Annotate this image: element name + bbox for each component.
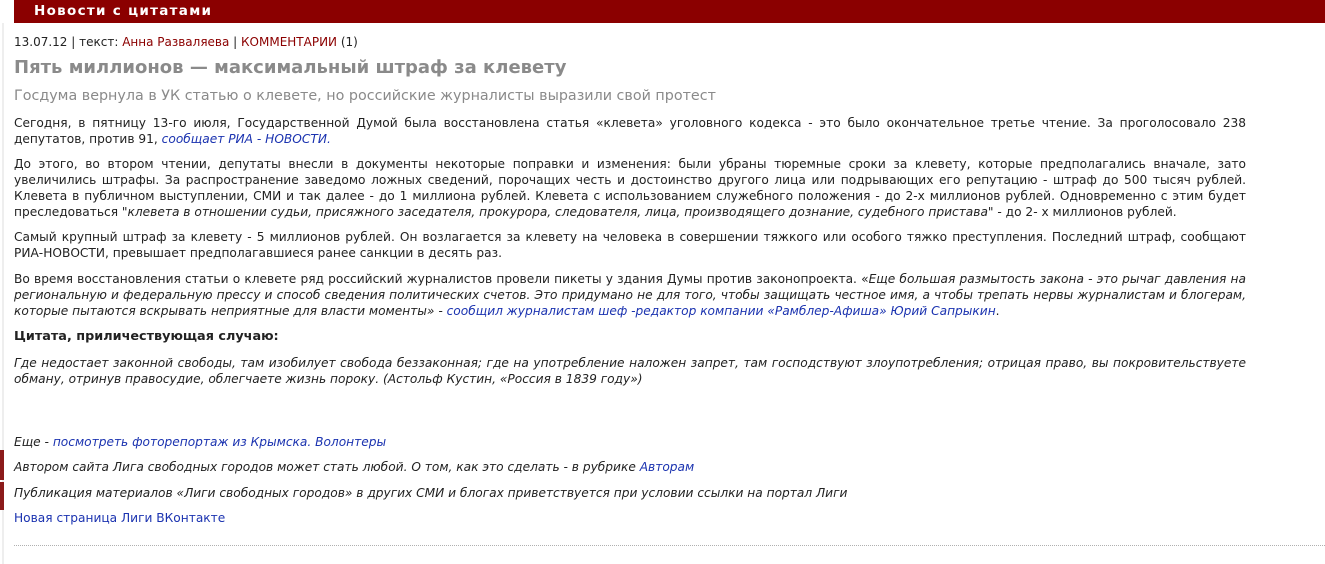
section-title: Новости с цитатами [34, 3, 213, 19]
paragraph-text: - до 2- х миллионов рублей. [993, 205, 1177, 219]
paragraph-text: До этого, во втором чтении, депутаты внесли в документы некоторые поправки и изменения: были убраны тюремные сроки за клевету, которые предполагались вначале, зато увеличились штрафы. За распространение заведомо ложных сведений, порочащих честь и достоинство другого лица или подрывающих его репутацию - штраф до 500 тысяч рублей. Клевета в публичном выступлении, СМИ и так далее - до 1 миллиона рублей. Клевета с использованием служебного положения - до 2-х миллионов рублей. Одновременно с этим будет преследоваться [14, 157, 1246, 219]
authors-text: Автором сайта Лига свободных городов может стать любой. О том, как это сделать - в рубрике [14, 460, 640, 474]
paragraph-text: . [326, 132, 331, 146]
left-accent-mark [0, 450, 4, 480]
paragraph-text: . [995, 304, 1000, 318]
article-date: 13.07.12 [14, 35, 68, 49]
meta-separator: | [229, 35, 242, 49]
article-paragraph [14, 115, 1246, 147]
comments-count: (1) [337, 35, 358, 49]
article-meta [14, 35, 1246, 49]
footer-authors [14, 459, 694, 475]
article-paragraph [14, 271, 1246, 319]
paragraph-text: Во время восстановления статьи о клевете ряд российский журналистов провели пикеты у здания Думы против законопроекта. « [14, 272, 869, 286]
article-title: Пять миллионов — максимальный штраф за клевету [14, 57, 567, 78]
more-prefix: Еще - [14, 435, 53, 449]
quote-text: Где недостает законной свободы, там изобилует свобода беззаконная; где на употребление наложен запрет, там господствуют злоупотребления; отрицая право, вы покровительствуете обману, отринув правосудие, облегчаете жизнь пороку. (Астольф Кустин, «Россия в 1839 году») [14, 356, 1246, 386]
comments-link[interactable]: КОММЕНТАРИИ [241, 35, 338, 49]
paragraph-quote: "клевета в отношении судьи, присяжного заседателя, прокурора, следователя, лица, производящего дознание, судебного пристава" [121, 205, 994, 219]
article-paragraph: Самый крупный штраф за клевету - 5 миллионов рублей. Он возлагается за клевету на человека в совершении тяжкого или особого тяжко преступления. Последний штраф, сообщают РИА-НОВОСТИ, превышает предполагавшиеся ранее санкции в десять раз. [14, 230, 1246, 260]
meta-separator: | текст: [67, 35, 123, 49]
authors-link[interactable]: Авторам [639, 460, 695, 474]
vk-page-link[interactable]: Новая страница Лиги ВКонтакте [14, 511, 226, 525]
publication-text: Публикация материалов «Лиги свободных городов» в других СМИ и блогах приветствуется при условии ссылки на портал Лиги [14, 486, 848, 500]
article [14, 35, 1246, 387]
author-link[interactable]: Анна Разваляева [122, 35, 230, 49]
paragraph-text: Сегодня, в пятницу 13-го июля, Государственной Думой была восстановлена статья «клевета» уголовного кодекса - это было окончательное третье чтение. За проголосовало 238 депутатов, против 91, [14, 116, 1246, 146]
footer-more [14, 434, 386, 450]
quote-heading: Цитата, приличествующая случаю: [14, 329, 279, 344]
footer-publication [14, 485, 847, 501]
ria-news-link[interactable]: сообщает РИА - НОВОСТИ [161, 132, 327, 146]
saprykin-link[interactable]: сообщил журналистам шеф -редактор компании «Рамблер-Афиша» Юрий Сапрыкин [446, 304, 996, 318]
left-accent-mark [0, 482, 4, 510]
paragraph-quote: Еще большая размытость закона - это рычаг давления на региональную и федеральную прессу и способ сведения политических счетов. Это придумано не для того, чтобы защищать честное имя, а чтобы трепать нервы журналистам и блогерам, которые пытаются вскрывать неприятные для власти моменты» - [14, 272, 1246, 318]
photo-report-link[interactable]: посмотреть фоторепортаж из Крымска. Волонтеры [52, 435, 387, 449]
footer-vk [14, 510, 225, 526]
article-subtitle: Госдума вернула в УК статью о клевете, но российские журналисты выразили свой протест [14, 88, 716, 104]
section-header-bar [14, 0, 1325, 23]
divider [14, 545, 1325, 546]
article-paragraph [14, 156, 1246, 220]
